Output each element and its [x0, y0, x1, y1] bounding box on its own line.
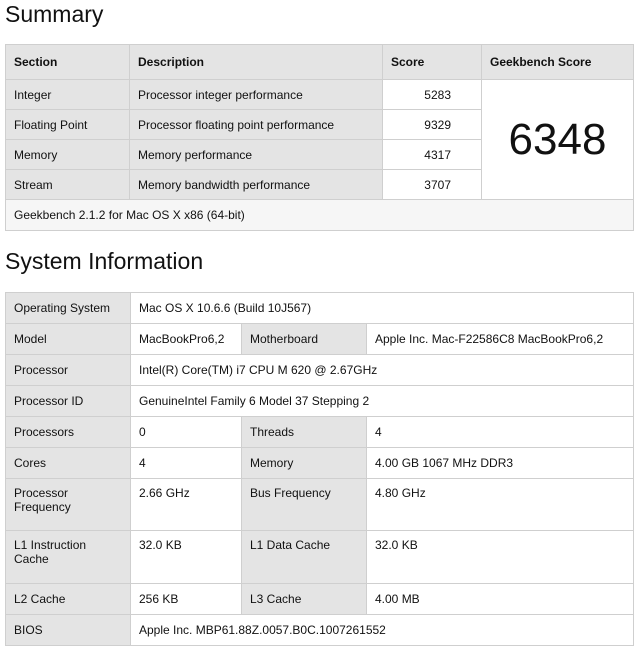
memory-value: 4.00 GB 1067 MHz DDR3 — [367, 448, 634, 479]
geekbench-version-text: Geekbench 2.1.2 for Mac OS X x86 (64-bit) — [6, 200, 634, 231]
description-cell: Memory performance — [130, 140, 383, 170]
l2-cache-label: L2 Cache — [6, 584, 131, 615]
processor-id-label: Processor ID — [6, 386, 131, 417]
bios-value: Apple Inc. MBP61.88Z.0057.B0C.1007261552 — [131, 615, 634, 646]
processor-frequency-label: Processor Frequency — [6, 479, 131, 531]
score-cell: 3707 — [383, 170, 482, 200]
l1-instruction-cache-value: 32.0 KB — [131, 531, 242, 584]
processors-label: Processors — [6, 417, 131, 448]
table-row — [6, 80, 634, 110]
col-header-description: Description — [130, 45, 383, 80]
description-cell: Memory bandwidth performance — [130, 170, 383, 200]
motherboard-label: Motherboard — [242, 324, 367, 355]
os-label: Operating System — [6, 293, 131, 324]
processor-value: Intel(R) Core(TM) i7 CPU M 620 @ 2.67GHz — [131, 355, 634, 386]
table-row — [6, 615, 634, 646]
score-cell: 4317 — [383, 140, 482, 170]
table-row — [6, 584, 634, 615]
summary-heading: Summary — [5, 1, 104, 27]
bios-label: BIOS — [6, 615, 131, 646]
section-cell: Stream — [6, 170, 130, 200]
processor-frequency-value: 2.66 GHz — [131, 479, 242, 531]
table-row — [6, 448, 634, 479]
cores-label: Cores — [6, 448, 131, 479]
system-information-heading: System Information — [5, 248, 204, 274]
col-header-section: Section — [6, 45, 130, 80]
table-row — [6, 293, 634, 324]
section-cell: Integer — [6, 80, 130, 110]
processors-value: 0 — [131, 417, 242, 448]
memory-label: Memory — [242, 448, 367, 479]
score-cell: 5283 — [383, 80, 482, 110]
model-label: Model — [6, 324, 131, 355]
table-row — [6, 531, 634, 584]
score-cell: 9329 — [383, 110, 482, 140]
summary-footer-row — [6, 200, 634, 231]
cores-value: 4 — [131, 448, 242, 479]
table-row — [6, 386, 634, 417]
l3-cache-value: 4.00 MB — [367, 584, 634, 615]
geekbench-score-value: 6348 — [482, 80, 634, 200]
section-cell: Floating Point — [6, 110, 130, 140]
table-row — [6, 355, 634, 386]
threads-value: 4 — [367, 417, 634, 448]
table-row — [6, 324, 634, 355]
system-information-table — [5, 292, 634, 646]
l1-instruction-cache-label: L1 Instruction Cache — [6, 531, 131, 584]
description-cell: Processor integer performance — [130, 80, 383, 110]
summary-table — [5, 44, 634, 231]
section-cell: Memory — [6, 140, 130, 170]
l3-cache-label: L3 Cache — [242, 584, 367, 615]
processor-id-value: GenuineIntel Family 6 Model 37 Stepping 2 — [131, 386, 634, 417]
l2-cache-value: 256 KB — [131, 584, 242, 615]
col-header-score: Score — [383, 45, 482, 80]
l1-data-cache-value: 32.0 KB — [367, 531, 634, 584]
l1-data-cache-label: L1 Data Cache — [242, 531, 367, 584]
col-header-geekbench-score: Geekbench Score — [482, 45, 634, 80]
bus-frequency-label: Bus Frequency — [242, 479, 367, 531]
threads-label: Threads — [242, 417, 367, 448]
processor-label: Processor — [6, 355, 131, 386]
table-row — [6, 417, 634, 448]
os-value: Mac OS X 10.6.6 (Build 10J567) — [131, 293, 634, 324]
model-value: MacBookPro6,2 — [131, 324, 242, 355]
motherboard-value: Apple Inc. Mac-F22586C8 MacBookPro6,2 — [367, 324, 634, 355]
table-row — [6, 479, 634, 531]
description-cell: Processor floating point performance — [130, 110, 383, 140]
summary-header-row — [6, 45, 634, 80]
bus-frequency-value: 4.80 GHz — [367, 479, 634, 531]
